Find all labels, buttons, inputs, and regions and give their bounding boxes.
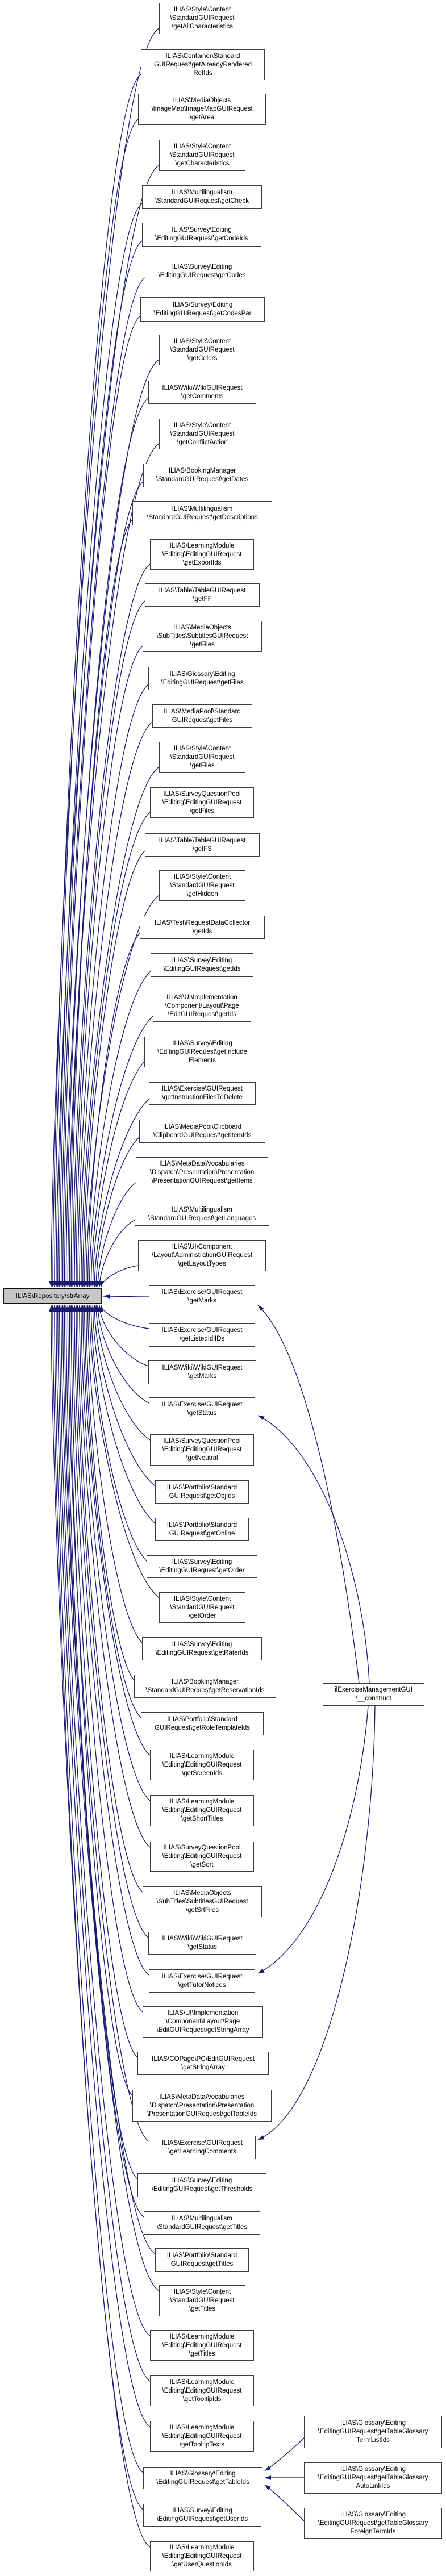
node-label-line: \StandardGUIRequest bbox=[170, 2297, 235, 2304]
edge bbox=[99, 1220, 135, 1287]
node-lm-getUserQuestionIds[interactable] bbox=[150, 2541, 254, 2571]
node-label-line: \EditingGUIRequest\getCodes bbox=[158, 272, 246, 279]
node-survey-getIncludeElements[interactable] bbox=[144, 1037, 260, 1067]
edge bbox=[88, 1305, 142, 1643]
node-multilingualism-getCheck[interactable] bbox=[142, 185, 262, 209]
node-label-line: ILIAS\Multilingualism bbox=[172, 2215, 232, 2222]
node-test-getIds[interactable] bbox=[140, 916, 265, 939]
node-label-line: \EditingGUIRequest\getTableGlossary bbox=[318, 2519, 428, 2527]
edge bbox=[61, 1305, 159, 2291]
node-label-line: ILIAS\MediaObjects bbox=[173, 1889, 231, 1897]
node-label-line: \Editing\EditingGUIRequest bbox=[162, 799, 242, 806]
node-metaData-getItems[interactable] bbox=[136, 1157, 268, 1188]
node-label-line: ILIAS\Style\Content bbox=[173, 745, 231, 752]
node-label-line: ILIAS\Multilingualism bbox=[172, 1206, 232, 1213]
node-label-line: ILIAS\LearningModule bbox=[169, 1752, 235, 1760]
node-label-line: ILIAS\Exercise\GUIRequest bbox=[161, 1327, 243, 1334]
node-wiki-getComments[interactable] bbox=[148, 381, 256, 404]
node-survey-getCodeIds[interactable] bbox=[142, 223, 261, 247]
node-label-line: ILIAS\MediaObjects bbox=[173, 97, 231, 104]
node-label-line: \getInstructionFilesToDelete bbox=[162, 1094, 243, 1101]
node-exercise-getMarks[interactable] bbox=[149, 1285, 255, 1308]
node-label-line: \EditingGUIRequest\getCodesPar bbox=[153, 310, 252, 317]
node-exercise-getListedIdlIDs[interactable] bbox=[149, 1323, 255, 1347]
node-label-line: \getFiles bbox=[190, 641, 215, 648]
node-label-line: ILIAS\LearningModule bbox=[169, 1798, 235, 1805]
node-survey-getCodes[interactable] bbox=[145, 260, 259, 283]
node-label-line: GUIRequest\getObjIds bbox=[169, 1492, 235, 1500]
node-label-line: \getMarks bbox=[187, 1297, 216, 1304]
node-label-line: \getOrder bbox=[188, 1612, 216, 1619]
node-label-line: \EditingGUIRequest\getUserIds bbox=[156, 2516, 248, 2523]
node-styleContent-getFiles[interactable] bbox=[159, 742, 245, 773]
node-survey-getUserIds[interactable] bbox=[143, 2504, 261, 2527]
node-label-line: \EditingGUIRequest\getOrder bbox=[159, 1567, 245, 1574]
node-label-line: ilExerciseManagementGUI bbox=[335, 1686, 412, 1693]
node-multilingualism-getDescriptions[interactable] bbox=[132, 501, 272, 525]
node-booking-getReservationIds[interactable] bbox=[134, 1675, 276, 1698]
node-label-line: ILIAS\Exercise\GUIRequest bbox=[161, 1973, 243, 1980]
node-label-line: \Dispatch\Presentation\Presentation bbox=[149, 1169, 255, 1176]
node-label-line: \getLearningComments bbox=[168, 2148, 236, 2155]
node-label-line: ILIAS\Table\TableGUIRequest bbox=[159, 587, 246, 594]
node-label-line: ILIAS\Glossary\Editing bbox=[340, 2466, 406, 2473]
edge bbox=[78, 684, 148, 1287]
node-label-line: \Dispatch\Presentation\Presentation bbox=[149, 2102, 255, 2109]
node-label-line: \getIds bbox=[192, 928, 212, 935]
node-label-line: \StandardGUIRequest bbox=[170, 152, 235, 158]
node-label-line: \Component\Layout\Page bbox=[165, 1003, 239, 1009]
node-mediaObjects-subtitles-getSrtFiles[interactable] bbox=[143, 1886, 262, 1917]
node-label-line: RefIds bbox=[193, 69, 212, 77]
node-label-line: ILIAS\Survey\Editing bbox=[172, 264, 232, 270]
node-label-line: \getNeutral bbox=[186, 1455, 218, 1462]
node-label-line: \StandardGUIRequest\getDescriptions bbox=[147, 513, 258, 521]
node-label-line: Elements bbox=[189, 1057, 216, 1064]
node-label-line: ILIAS\BookingManager bbox=[168, 467, 236, 474]
node-label-line: \getHidden bbox=[186, 890, 218, 897]
node-label-line: ILIAS\Survey\Editing bbox=[172, 2507, 232, 2514]
node-label-line: ILIAS\Glossary\Editing bbox=[169, 670, 235, 678]
node-label-line: \StandardGUIRequest bbox=[170, 882, 235, 889]
node-label-line: \getTooltipTexts bbox=[179, 2441, 225, 2448]
node-label-line: \StandardGUIRequest\getTitles bbox=[156, 2223, 248, 2231]
node-label-line: AutoLinkIds bbox=[356, 2483, 390, 2490]
node-label-line: \getFiles bbox=[189, 807, 215, 815]
node-label-line: \ImageMap\ImageMapGUIRequest bbox=[151, 106, 253, 112]
node-label-line: \Editing\EditingGUIRequest bbox=[162, 1807, 242, 1814]
node-styleContent-getOrder[interactable] bbox=[159, 1592, 245, 1623]
node-label-line: ILIAS\Glossary\Editing bbox=[340, 2420, 406, 2427]
node-styleContent-getHidden[interactable] bbox=[159, 870, 245, 901]
node-label-line: ILIAS\Survey\Editing bbox=[172, 2177, 232, 2184]
node-styleContent-getConflictAction[interactable] bbox=[159, 419, 245, 449]
node-exercise-getLearningComments[interactable] bbox=[149, 2136, 256, 2159]
node-label-line: \Editing\EditingGUIRequest bbox=[162, 1853, 242, 1860]
node-label-line: \getStatus bbox=[187, 1410, 217, 1417]
node-wiki-getMarks[interactable] bbox=[148, 1360, 256, 1384]
node-survey-getRaterIds[interactable] bbox=[142, 1637, 262, 1660]
edge bbox=[88, 933, 140, 1287]
node-label-line: ILIAS\Style\Content bbox=[173, 1595, 231, 1602]
node-label-line: \PresentationGUIRequest\getTableIds bbox=[147, 2110, 257, 2118]
node-label-line: ILIAS\MetaData\Vocabularies bbox=[159, 2093, 245, 2101]
node-mediaObjects-subtitles-getFiles[interactable] bbox=[143, 621, 262, 652]
node-wiki-getStatus[interactable] bbox=[148, 1932, 256, 1955]
edge bbox=[55, 1305, 143, 2473]
node-portfolio-getRoleTemplateIds[interactable] bbox=[141, 1712, 264, 1735]
node-lm-getTooltipTexts[interactable] bbox=[150, 2421, 254, 2452]
node-label-line: \getExportIds bbox=[182, 559, 222, 566]
node-label-line: \Component\Layout\Page bbox=[165, 2018, 240, 2025]
node-label-line: \StandardGUIRequest bbox=[170, 1604, 235, 1611]
node-label-line: \getShortTitles bbox=[181, 1815, 223, 1822]
node-container-getAlreadyRenderedRefIds[interactable] bbox=[141, 49, 265, 80]
node-label-line: \getMarks bbox=[187, 1373, 217, 1380]
node-label-line: ILIAS\Wiki\WikiGUIRequest bbox=[162, 384, 243, 391]
node-label-line: \getStringArray bbox=[181, 2064, 225, 2071]
node-label-line: \getUserQuestionIds bbox=[172, 2561, 232, 2568]
node-label-line: ILIAS\Multilingualism bbox=[172, 189, 232, 196]
node-label-line: \PresentationGUIRequest\getItems bbox=[151, 1178, 253, 1184]
edge bbox=[101, 1266, 138, 1287]
node-glossary-getFiles[interactable] bbox=[148, 667, 256, 690]
node-label-line: ILIAS\Exercise\GUIRequest bbox=[161, 1401, 243, 1408]
node-exercise-getTutorNotices[interactable] bbox=[149, 1969, 255, 1993]
node-portfolio-getTitles[interactable] bbox=[155, 2248, 249, 2272]
node-ilExerciseManagementGUI-construct[interactable] bbox=[323, 1683, 424, 1706]
node-label-line: ILIAS\Wiki\WikiGUIRequest bbox=[162, 1935, 243, 1942]
node-label-line: ILIAS\Wiki\WikiGUIRequest bbox=[162, 1364, 243, 1371]
node-label-line: ILIAS\Style\Content bbox=[173, 143, 231, 150]
edge bbox=[66, 1305, 137, 2179]
edge bbox=[60, 1305, 150, 2336]
edge bbox=[265, 2438, 304, 2471]
node-label-line: \SubTitles\SubtitlesGUIRequest bbox=[156, 632, 248, 640]
node-label-line: ILIAS\COPage\PC\EditGUIRequest bbox=[152, 2055, 255, 2063]
node-label-line: ILIAS\Exercise\GUIRequest bbox=[162, 2139, 243, 2147]
node-label-line: \getComments bbox=[181, 393, 224, 400]
edge bbox=[96, 1305, 150, 1440]
edge bbox=[101, 1305, 149, 1329]
node-exercise-getStatus[interactable] bbox=[149, 1397, 255, 1421]
node-table-getFF[interactable] bbox=[145, 583, 260, 607]
node-label-line: \getSrtFiles bbox=[185, 1906, 219, 1914]
edge bbox=[98, 1183, 136, 1287]
edge bbox=[258, 1305, 359, 1683]
node-uiPage-getStringArray[interactable] bbox=[143, 2006, 263, 2038]
node-label-line: ILIAS\Exercise\GUIRequest bbox=[161, 1289, 243, 1296]
node-label-line: ILIAS\Portfolio\Standard bbox=[167, 1715, 237, 1723]
node-metaData-getTableIds[interactable] bbox=[132, 2090, 272, 2122]
edge bbox=[258, 1706, 375, 2140]
node-label-line: ILIAS\SurveyQuestionPool bbox=[163, 1844, 241, 1851]
node-label-line: \StandardGUIRequest\getCheck bbox=[155, 198, 249, 204]
node-label-line: \getArea bbox=[189, 114, 215, 121]
node-portfolio-getOnline[interactable] bbox=[155, 1518, 249, 1541]
node-label-line: \getAllCharacteristics bbox=[171, 23, 233, 30]
node-label-line: \EditGUIRequest\getStringArray bbox=[156, 2027, 249, 2034]
node-label-line: \EditGUIRequest\getIds bbox=[168, 1011, 236, 1018]
node-lm-getScreenIds[interactable] bbox=[150, 1750, 254, 1780]
node-label-line: ILIAS\Portfolio\Standard bbox=[166, 1484, 237, 1491]
node-label-line: \ClipboardGUIRequest\getItemIds bbox=[153, 1132, 252, 1139]
node-survey-getOrder[interactable] bbox=[147, 1555, 257, 1578]
node-label-line: ILIAS\LearningModule bbox=[169, 2424, 235, 2431]
node-label-line: \Editing\EditingGUIRequest bbox=[162, 1761, 242, 1768]
node-label-line: \EditingGUIRequest\getTableGlossary bbox=[318, 2428, 428, 2435]
node-label-line: ILIAS\Survey\Editing bbox=[172, 1640, 232, 1648]
node-label-line: \getSort bbox=[190, 1861, 214, 1868]
node-label-line: ILIAS\Portfolio\Standard bbox=[166, 2252, 237, 2259]
node-label-line: \getTooltipIds bbox=[182, 2395, 222, 2403]
node-label-line: ILIAS\Repository\strArray bbox=[15, 1292, 90, 1300]
node-label-line: ILIAS\MetaData\Vocabularies bbox=[159, 1160, 245, 1167]
node-label-line: \getConflictAction bbox=[177, 439, 228, 446]
node-label-line: ILIAS\Survey\Editing bbox=[172, 1559, 232, 1565]
node-label-line: \StandardGUIRequest\getLanguages bbox=[148, 1214, 256, 1222]
node-label-line: \getCharacteristics bbox=[175, 160, 230, 167]
node-label-line: ILIAS\Container\Standard bbox=[165, 52, 240, 60]
node-label-line: ILIAS\Style\Content bbox=[173, 421, 231, 429]
node-label-line: GUIRequest\getAlreadyRendered bbox=[154, 61, 252, 68]
edge bbox=[71, 1305, 137, 2057]
node-label-line: \StandardGUIRequest bbox=[170, 15, 235, 22]
node-label-line: ILIAS\Survey\Editing bbox=[172, 957, 232, 964]
node-glossary-getTableGlossaryAutoLinkIds[interactable] bbox=[304, 2462, 442, 2494]
node-glossary-getTableIds[interactable] bbox=[143, 2467, 262, 2489]
edge bbox=[99, 1305, 148, 1366]
node-booking-getDates[interactable] bbox=[143, 464, 261, 487]
node-styleContent-getTitles[interactable] bbox=[159, 2285, 245, 2316]
node-mediaPoolClipboard-getItemIds[interactable] bbox=[139, 1120, 265, 1143]
node-label-line: \Editing\EditingGUIRequest bbox=[162, 2553, 242, 2560]
node-label-line: \getColors bbox=[187, 354, 218, 362]
node-lm-getTitles[interactable] bbox=[150, 2330, 254, 2361]
node-label-line: \StandardGUIRequest bbox=[170, 753, 235, 761]
node-label-line: \Editing\EditingGUIRequest bbox=[162, 2387, 242, 2394]
node-surveyQP-getFiles[interactable] bbox=[150, 787, 254, 818]
node-label-line: \EditingGUIRequest\getCodeIds bbox=[155, 235, 248, 242]
node-label-line: ILIAS\Survey\Editing bbox=[172, 301, 233, 308]
node-portfolio-getObjIds[interactable] bbox=[155, 1480, 249, 1504]
node-label-line: \getStatus bbox=[187, 1944, 217, 1951]
node-multilingualism-getLanguages[interactable] bbox=[135, 1203, 269, 1226]
edge bbox=[91, 1305, 147, 1561]
node-label-line: \Layout\AdministrationGUIRequest bbox=[151, 1252, 253, 1259]
node-glossary-getTableGlossaryTermListIds[interactable] bbox=[304, 2416, 442, 2448]
node-label-line: ILIAS\LearningModule bbox=[169, 2378, 235, 2386]
node-label-line: ILIAS\UI\Component bbox=[172, 1243, 232, 1250]
node-label-line: \EditingGUIRequest\getTableIds bbox=[156, 2478, 249, 2486]
node-label-line: \getScreenIds bbox=[182, 1769, 222, 1777]
node-label-line: ILIAS\Portfolio\Standard bbox=[166, 1521, 237, 1529]
node-label-line: \getTitles bbox=[189, 2350, 215, 2357]
node-label-line: GUIRequest\getRoleTemplateIds bbox=[154, 1724, 251, 1731]
node-label-line: \EditingGUIRequest\getInclude bbox=[157, 1048, 247, 1055]
node-label-line: TermListIds bbox=[356, 2437, 390, 2444]
node-label-line: \EditingGUIRequest\getTableGlossary bbox=[318, 2474, 428, 2481]
node-label-line: ILIAS\Style\Content bbox=[173, 337, 231, 345]
node-uiPage-getIds[interactable] bbox=[153, 991, 251, 1022]
node-label-line: \Editing\EditingGUIRequest bbox=[162, 2341, 242, 2349]
node-survey-getIds[interactable] bbox=[151, 953, 253, 977]
node-label-line: ILIAS\Test\RequestDataCollector bbox=[154, 919, 251, 926]
node-surveyQP-getSort[interactable] bbox=[150, 1842, 254, 1872]
node-label-line: \Editing\EditingGUIRequest bbox=[162, 550, 242, 558]
node-label-line: \getFS bbox=[193, 845, 212, 853]
edge bbox=[98, 1305, 149, 1403]
node-label-line: \getFF bbox=[193, 595, 212, 603]
edge bbox=[81, 1305, 150, 1801]
node-label-line: ILIAS\MediaPool\Standard bbox=[164, 708, 241, 715]
node-strArray[interactable] bbox=[3, 1288, 102, 1304]
edge bbox=[258, 1416, 369, 1683]
node-label-line: ILIAS\Style\Content bbox=[173, 2289, 231, 2295]
node-label-line: \getLayoutTypes bbox=[178, 1260, 226, 1267]
node-label-line: ILIAS\Multilingualism bbox=[172, 505, 233, 512]
node-label-line: ILIAS\UI\Implementation bbox=[166, 994, 237, 1001]
node-label-line: GUIRequest\getTitles bbox=[170, 2260, 234, 2268]
node-mediaObjects-imageMap-getArea[interactable] bbox=[138, 94, 266, 125]
node-glossary-getTableGlossaryForeignTermIds[interactable] bbox=[304, 2508, 442, 2539]
node-label-line: GUIRequest\getOnline bbox=[169, 1530, 235, 1537]
node-label-line: \EditingGUIRequest\getFiles bbox=[161, 679, 244, 686]
node-label-line: ILIAS\MediaPool\Clipboard bbox=[162, 1123, 242, 1130]
node-label-line: \StandardGUIRequest\getReservationIds bbox=[145, 1686, 265, 1694]
edge bbox=[103, 1296, 149, 1297]
node-label-line: \Editing\EditingGUIRequest bbox=[162, 2432, 242, 2440]
node-label-line: ILIAS\LearningModule bbox=[169, 542, 235, 549]
node-surveyQP-getNeutral[interactable] bbox=[150, 1434, 254, 1466]
edge bbox=[74, 1305, 149, 1975]
node-label-line: ILIAS\Style\Content bbox=[173, 6, 231, 13]
node-survey-getCodesPar[interactable] bbox=[140, 297, 265, 322]
node-table-getFS[interactable] bbox=[145, 833, 260, 857]
edge bbox=[258, 1706, 368, 1973]
node-label-line: ILIAS\LearningModule bbox=[169, 2544, 235, 2551]
node-label-line: \SubTitles\SubtitlesGUIRequest bbox=[156, 1898, 248, 1905]
node-label-line: \StandardGUIRequest bbox=[170, 430, 235, 437]
node-label-line: \EditingGUIRequest\getIds bbox=[163, 966, 241, 972]
node-label-line: ILIAS\UI\Implementation bbox=[167, 2010, 239, 2016]
node-survey-getThresholds[interactable] bbox=[137, 2173, 266, 2197]
edge bbox=[265, 2485, 304, 2521]
node-label-line: \Editing\EditingGUIRequest bbox=[162, 1446, 242, 1453]
node-lm-getTooltipIds[interactable] bbox=[150, 2375, 254, 2406]
node-label-line: ILIAS\Exercise\GUIRequest bbox=[162, 1085, 243, 1092]
node-label-line: \getListedIdlIDs bbox=[179, 1335, 225, 1342]
node-label-line: ILIAS\Glossary\Editing bbox=[170, 2470, 236, 2477]
node-label-line: ILIAS\LearningModule bbox=[169, 2333, 235, 2340]
node-label-line: \getFiles bbox=[190, 762, 215, 769]
node-label-line: \StandardGUIRequest bbox=[170, 346, 235, 353]
node-styleContent-getCharacteristics[interactable] bbox=[159, 140, 245, 171]
node-lm-getExportIds[interactable] bbox=[150, 539, 254, 570]
node-exercise-getInstructionFilesToDelete[interactable] bbox=[149, 1082, 256, 1105]
node-uiLayoutAdmin-getLayoutTypes[interactable] bbox=[138, 1240, 266, 1271]
node-label-line: \getTutorNotices bbox=[178, 1981, 226, 1989]
node-label-line: \__construct bbox=[356, 1695, 391, 1702]
node-label-line: \StandardGUIRequest\getDates bbox=[156, 476, 249, 483]
node-label-line: ILIAS\MediaObjects bbox=[173, 624, 231, 631]
node-label-line: ILIAS\BookingManager bbox=[171, 1678, 239, 1685]
node-label-line: \EditingGUIRequest\getRaterIds bbox=[155, 1649, 249, 1656]
node-label-line: ILIAS\Style\Content bbox=[173, 873, 231, 880]
node-label-line: ILIAS\Survey\Editing bbox=[172, 227, 232, 233]
node-label-line: ForeignTermIds bbox=[350, 2528, 396, 2535]
node-copage-getStringArray[interactable] bbox=[137, 2052, 269, 2075]
edge bbox=[73, 1305, 143, 2012]
node-label-line: ILIAS\Glossary\Editing bbox=[340, 2511, 406, 2518]
node-multilingualism-getTitles[interactable] bbox=[144, 2211, 260, 2235]
node-styleContent-getAllCharacteristics[interactable] bbox=[159, 3, 245, 34]
node-label-line: ILIAS\Survey\Editing bbox=[172, 1039, 232, 1047]
node-label-line: \getTitles bbox=[189, 2306, 216, 2312]
node-label-line: ILIAS\SurveyQuestionPool bbox=[163, 1438, 241, 1444]
node-label-line: ILIAS\SurveyQuestionPool bbox=[163, 790, 241, 798]
node-label-line: ILIAS\Table\TableGUIRequest bbox=[159, 837, 246, 844]
edge bbox=[89, 1305, 159, 1598]
node-mediaPool-getFiles[interactable] bbox=[152, 704, 252, 728]
node-label-line: GUIRequest\getFiles bbox=[172, 716, 233, 724]
node-label-line: \EditingGUIRequest\getThresholds bbox=[151, 2186, 253, 2193]
node-lm-getShortTitles[interactable] bbox=[150, 1795, 254, 1826]
node-styleContent-getColors[interactable] bbox=[159, 335, 245, 365]
